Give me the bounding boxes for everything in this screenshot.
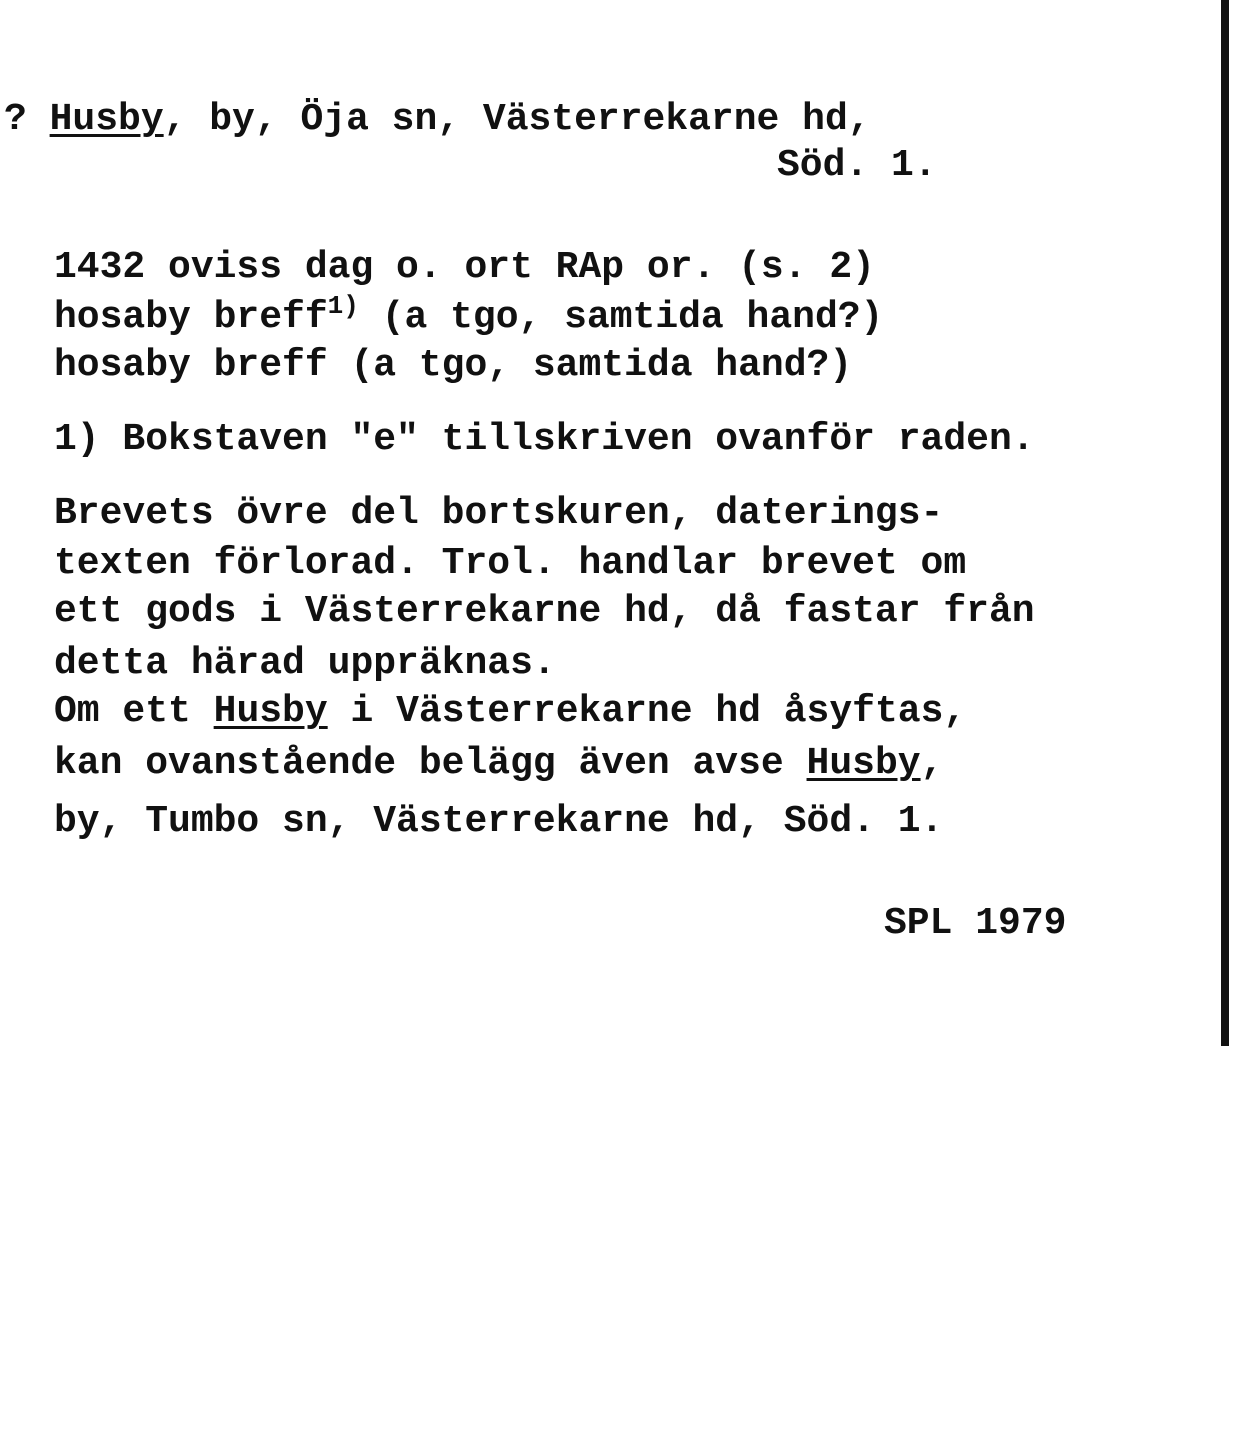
footnote-reference: 1) <box>327 291 359 321</box>
heading-place-name: Husby <box>49 98 164 141</box>
source-form-line-2: hosaby breff (a tgo, samtida hand?) <box>54 344 853 387</box>
source-date-line: 1432 oviss dag o. ort RAp or. (s. 2) <box>54 246 875 289</box>
comment-line-5 <box>54 686 966 738</box>
heading-location: , by, Öja sn, Västerrekarne hd, <box>163 98 871 141</box>
heading-county: Söd. 1. <box>777 144 937 187</box>
source-form-1-comment: (a tgo, samtida hand?) <box>358 296 884 339</box>
comment-line-5-end: i Västerrekarne hd åsyftas, <box>327 690 967 733</box>
footnote: 1) Bokstaven "e" tillskriven ovanför raden. <box>54 418 1035 461</box>
comment-line-2: texten förlorad. Trol. handlar brevet om <box>54 542 967 585</box>
source-form-line-1 <box>54 292 883 344</box>
comment-place-name-1: Husby <box>213 690 328 733</box>
comment-line-6 <box>54 738 943 790</box>
signature: SPL 1979 <box>884 902 1067 945</box>
source-form-1-text: hosaby breff <box>54 296 328 339</box>
comment-line-5-start: Om ett <box>54 690 214 733</box>
comment-place-name-2: Husby <box>806 742 921 785</box>
heading-line <box>4 94 871 146</box>
heading-prefix: ? <box>4 98 50 141</box>
comment-line-4: detta härad uppräknas. <box>54 642 556 685</box>
comment-line-1: Brevets övre del bortskuren, daterings- <box>54 492 944 535</box>
comment-line-6-end: , <box>920 742 944 785</box>
comment-line-3: ett gods i Västerrekarne hd, då fastar från <box>54 590 1035 633</box>
comment-line-7: by, Tumbo sn, Västerrekarne hd, Söd. 1. <box>54 800 944 843</box>
comment-line-6-start: kan ovanstående belägg även avse <box>54 742 807 785</box>
card-edge-line <box>1221 0 1229 1046</box>
